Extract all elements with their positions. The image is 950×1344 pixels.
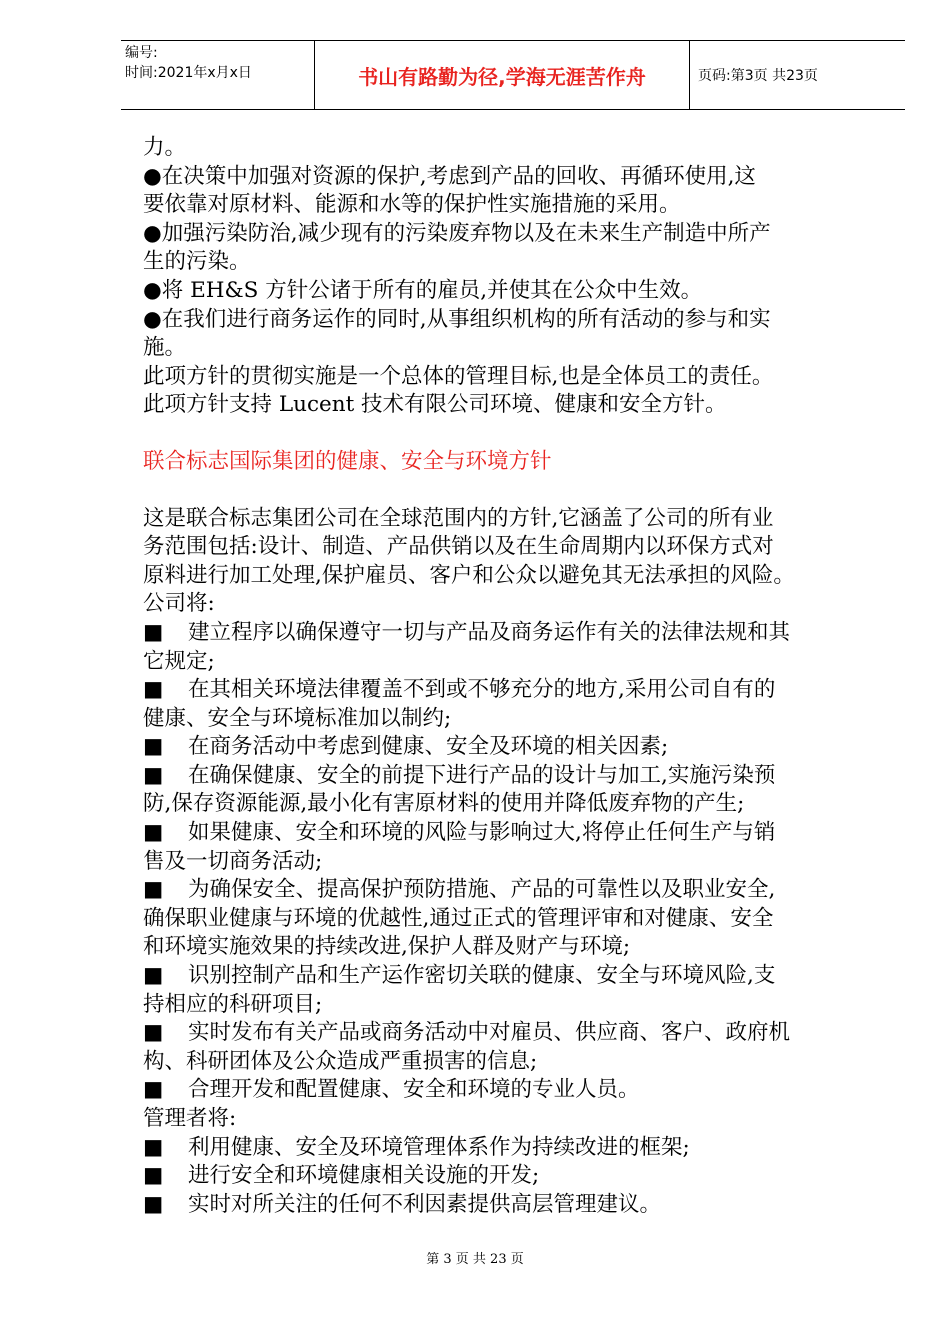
square-bullet-icon: ■	[143, 734, 164, 760]
text-line: 力。	[143, 135, 187, 160]
intro-paragraph	[143, 505, 873, 619]
list-item-text: 利用健康、安全及环境管理体系作为持续改进的框架;	[188, 1134, 690, 1160]
list-item-text: 实时对所关注的任何不利因素提供高层管理建议。	[188, 1191, 662, 1217]
list-item	[143, 733, 873, 762]
list-item-text: 建立程序以确保遵守一切与产品及商务运作有关的法律法规和其	[188, 619, 791, 645]
list-item-continuation: 健康、安全与环境标准加以制约;	[143, 705, 452, 731]
text-line: 施。	[143, 335, 187, 361]
text-line: ●在我们进行商务运作的同时,从事组织机构的所有活动的参与和实	[143, 306, 771, 332]
list-item	[143, 1076, 873, 1105]
list-item-continuation: 持相应的科研项目;	[143, 991, 323, 1017]
number-label: 编号:	[125, 45, 158, 61]
list-item-text: 进行安全和环境健康相关设施的开发;	[188, 1163, 540, 1189]
square-bullet-icon: ■	[143, 1077, 164, 1103]
text-line: ●将 EH&S 方针公诸于所有的雇员,并使其在公众中生效。	[143, 277, 703, 303]
square-bullet-icon: ■	[143, 877, 164, 903]
list-item	[143, 1134, 873, 1163]
list-item	[143, 762, 873, 791]
page-footer: 第 3 页 共 23 页	[426, 1252, 524, 1267]
square-bullet-icon: ■	[143, 619, 164, 645]
square-bullet-icon: ■	[143, 762, 164, 788]
list-item	[143, 1191, 873, 1220]
text-line: 此项方针的贯彻实施是一个总体的管理目标,也是全体员工的责任。	[143, 363, 774, 389]
text-line: 这是联合标志集团公司在全球范围内的方针,它涵盖了公司的所有业	[143, 505, 774, 531]
list-item-text: 合理开发和配置健康、安全和环境的专业人员。	[188, 1077, 640, 1103]
list-item-continuation: 它规定;	[143, 648, 215, 674]
list-item-text: 识别控制产品和生产运作密切关联的健康、安全与环境风险,支	[188, 963, 776, 989]
text-line: 务范围包括:设计、制造、产品供销以及在生命周期内以环保方式对	[143, 534, 774, 560]
list-item-text: 在商务活动中考虑到健康、安全及环境的相关因素;	[188, 734, 669, 760]
list-item-text: 实时发布有关产品或商务活动中对雇员、供应商、客户、政府机	[188, 1020, 791, 1046]
section-heading: 联合标志国际集团的健康、安全与环境方针	[143, 448, 552, 474]
list-item-text: 在其相关环境法律覆盖不到或不够充分的地方,采用公司自有的	[188, 677, 776, 703]
time-label: 时间:2021年x月x日	[125, 65, 252, 81]
square-bullet-icon: ■	[143, 1134, 164, 1160]
text-line: 此项方针支持 Lucent 技术有限公司环境、健康和安全方针。	[143, 392, 727, 418]
square-bullet-icon: ■	[143, 677, 164, 703]
list-item-continuation: 和环境实施效果的持续改进,保护人群及财产与环境;	[143, 934, 631, 960]
square-bullet-icon: ■	[143, 1191, 164, 1217]
list-item-continuation: 防,保存资源能源,最小化有害原材料的使用并降低废弃物的产生;	[143, 791, 745, 817]
list-item-text: 在确保健康、安全的前提下进行产品的设计与加工,实施污染预	[188, 762, 776, 788]
document-body	[143, 134, 873, 1219]
header-meta	[121, 41, 315, 109]
list-item	[143, 962, 873, 991]
list-item	[143, 819, 873, 848]
square-bullet-icon: ■	[143, 820, 164, 846]
list-item	[143, 676, 873, 705]
list-item	[143, 1162, 873, 1191]
text-line: 要依靠对原材料、能源和水等的保护性实施措施的采用。	[143, 192, 681, 218]
list-item-continuation: 售及一切商务活动;	[143, 848, 323, 874]
policy-section	[143, 134, 873, 420]
list-item	[143, 619, 873, 648]
managers-label: 管理者将:	[143, 1106, 237, 1131]
list-item-continuation: 构、科研团体及公众造成严重损害的信息;	[143, 1048, 538, 1074]
list-item-text: 如果健康、安全和环境的风险与影响过大,将停止任何生产与销	[188, 820, 776, 846]
header-page-label: 页码:第3页 共23页	[698, 68, 818, 84]
text-line: 原料进行加工处理,保护雇员、客户和公众以避免其无法承担的风险。	[143, 562, 795, 588]
text-line: 公司将:	[143, 591, 215, 617]
company-commitments-list	[143, 619, 873, 1105]
square-bullet-icon: ■	[143, 1020, 164, 1046]
text-line: 生的污染。	[143, 249, 251, 275]
manager-commitments-list	[143, 1134, 873, 1220]
text-line: ●加强污染防治,减少现有的污染废弃物以及在未来生产制造中所产	[143, 220, 771, 246]
list-item-continuation: 确保职业健康与环境的优越性,通过正式的管理评审和对健康、安全	[143, 905, 774, 931]
square-bullet-icon: ■	[143, 963, 164, 989]
header-motto: 书山有路勤为径,学海无涯苦作舟	[315, 41, 690, 109]
page-header	[121, 40, 905, 110]
list-item	[143, 876, 873, 905]
text-line: ●在决策中加强对资源的保护,考虑到产品的回收、再循环使用,这	[143, 163, 756, 189]
list-item-text: 为确保安全、提高保护预防措施、产品的可靠性以及职业安全,	[188, 877, 776, 903]
list-item	[143, 1019, 873, 1048]
square-bullet-icon: ■	[143, 1163, 164, 1189]
